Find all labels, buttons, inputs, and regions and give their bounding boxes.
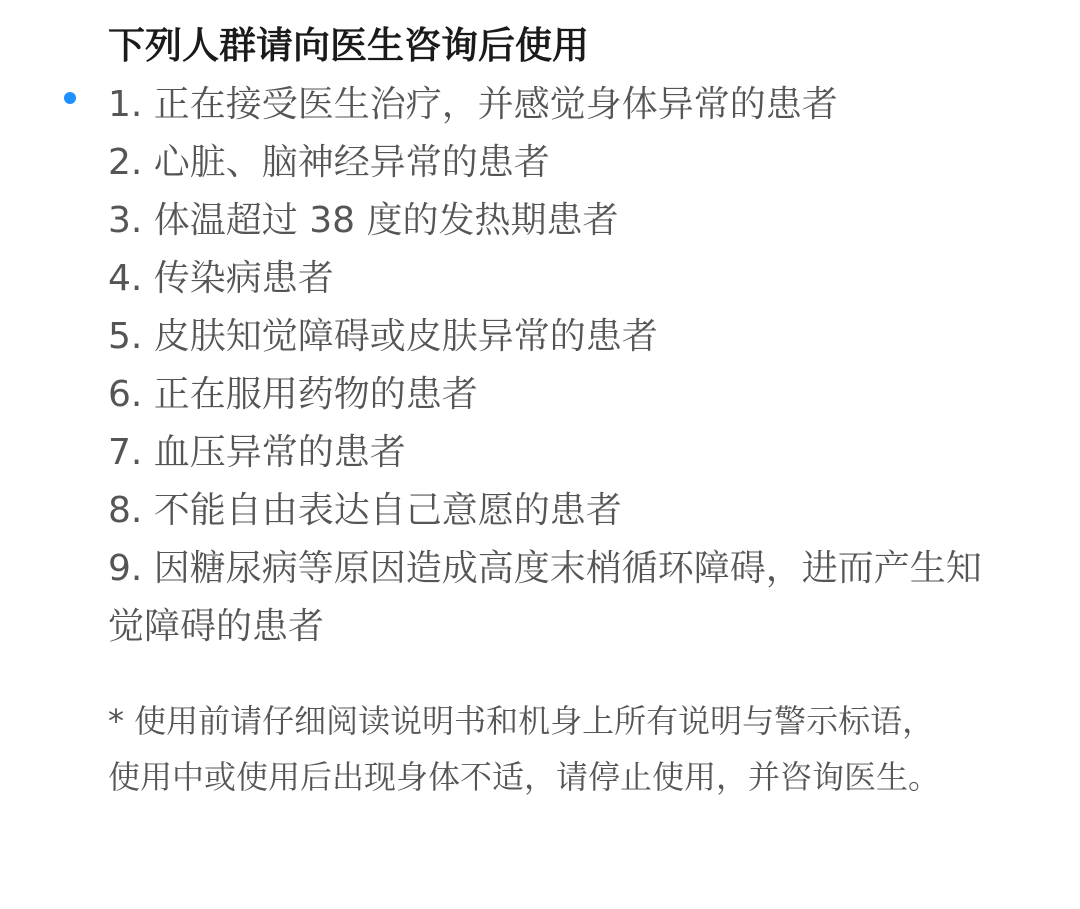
note-line: * 使用前请仔细阅读说明书和机身上所有说明与警示标语， [108,702,935,740]
list-item: 1. 正在接受医生治疗，并感觉身体异常的患者 [108,84,838,125]
warning-note [108,693,1048,805]
section-title: 下列人群请向医生咨询后使用 [108,24,589,67]
list-item: 2. 心脏、脑神经异常的患者 [108,142,550,183]
note-line: 使用中或使用后出现身体不适，请停止使用，并咨询医生。 [108,758,941,796]
bullet-dot-icon [64,92,76,104]
list-item: 3. 体温超过 38 度的发热期患者 [108,200,619,241]
list-item: 8. 不能自由表达自己意愿的患者 [108,490,622,531]
list-item: 4. 传染病患者 [108,258,334,299]
list-item: 5. 皮肤知觉障碍或皮肤异常的患者 [108,316,658,357]
list-item: 6. 正在服用药物的患者 [108,374,478,415]
caution-list [108,76,1008,656]
list-item: 7. 血压异常的患者 [108,432,406,473]
list-item: 9. 因糖尿病等原因造成高度末梢循环障碍，进而产生知觉障碍的患者 [108,548,982,647]
